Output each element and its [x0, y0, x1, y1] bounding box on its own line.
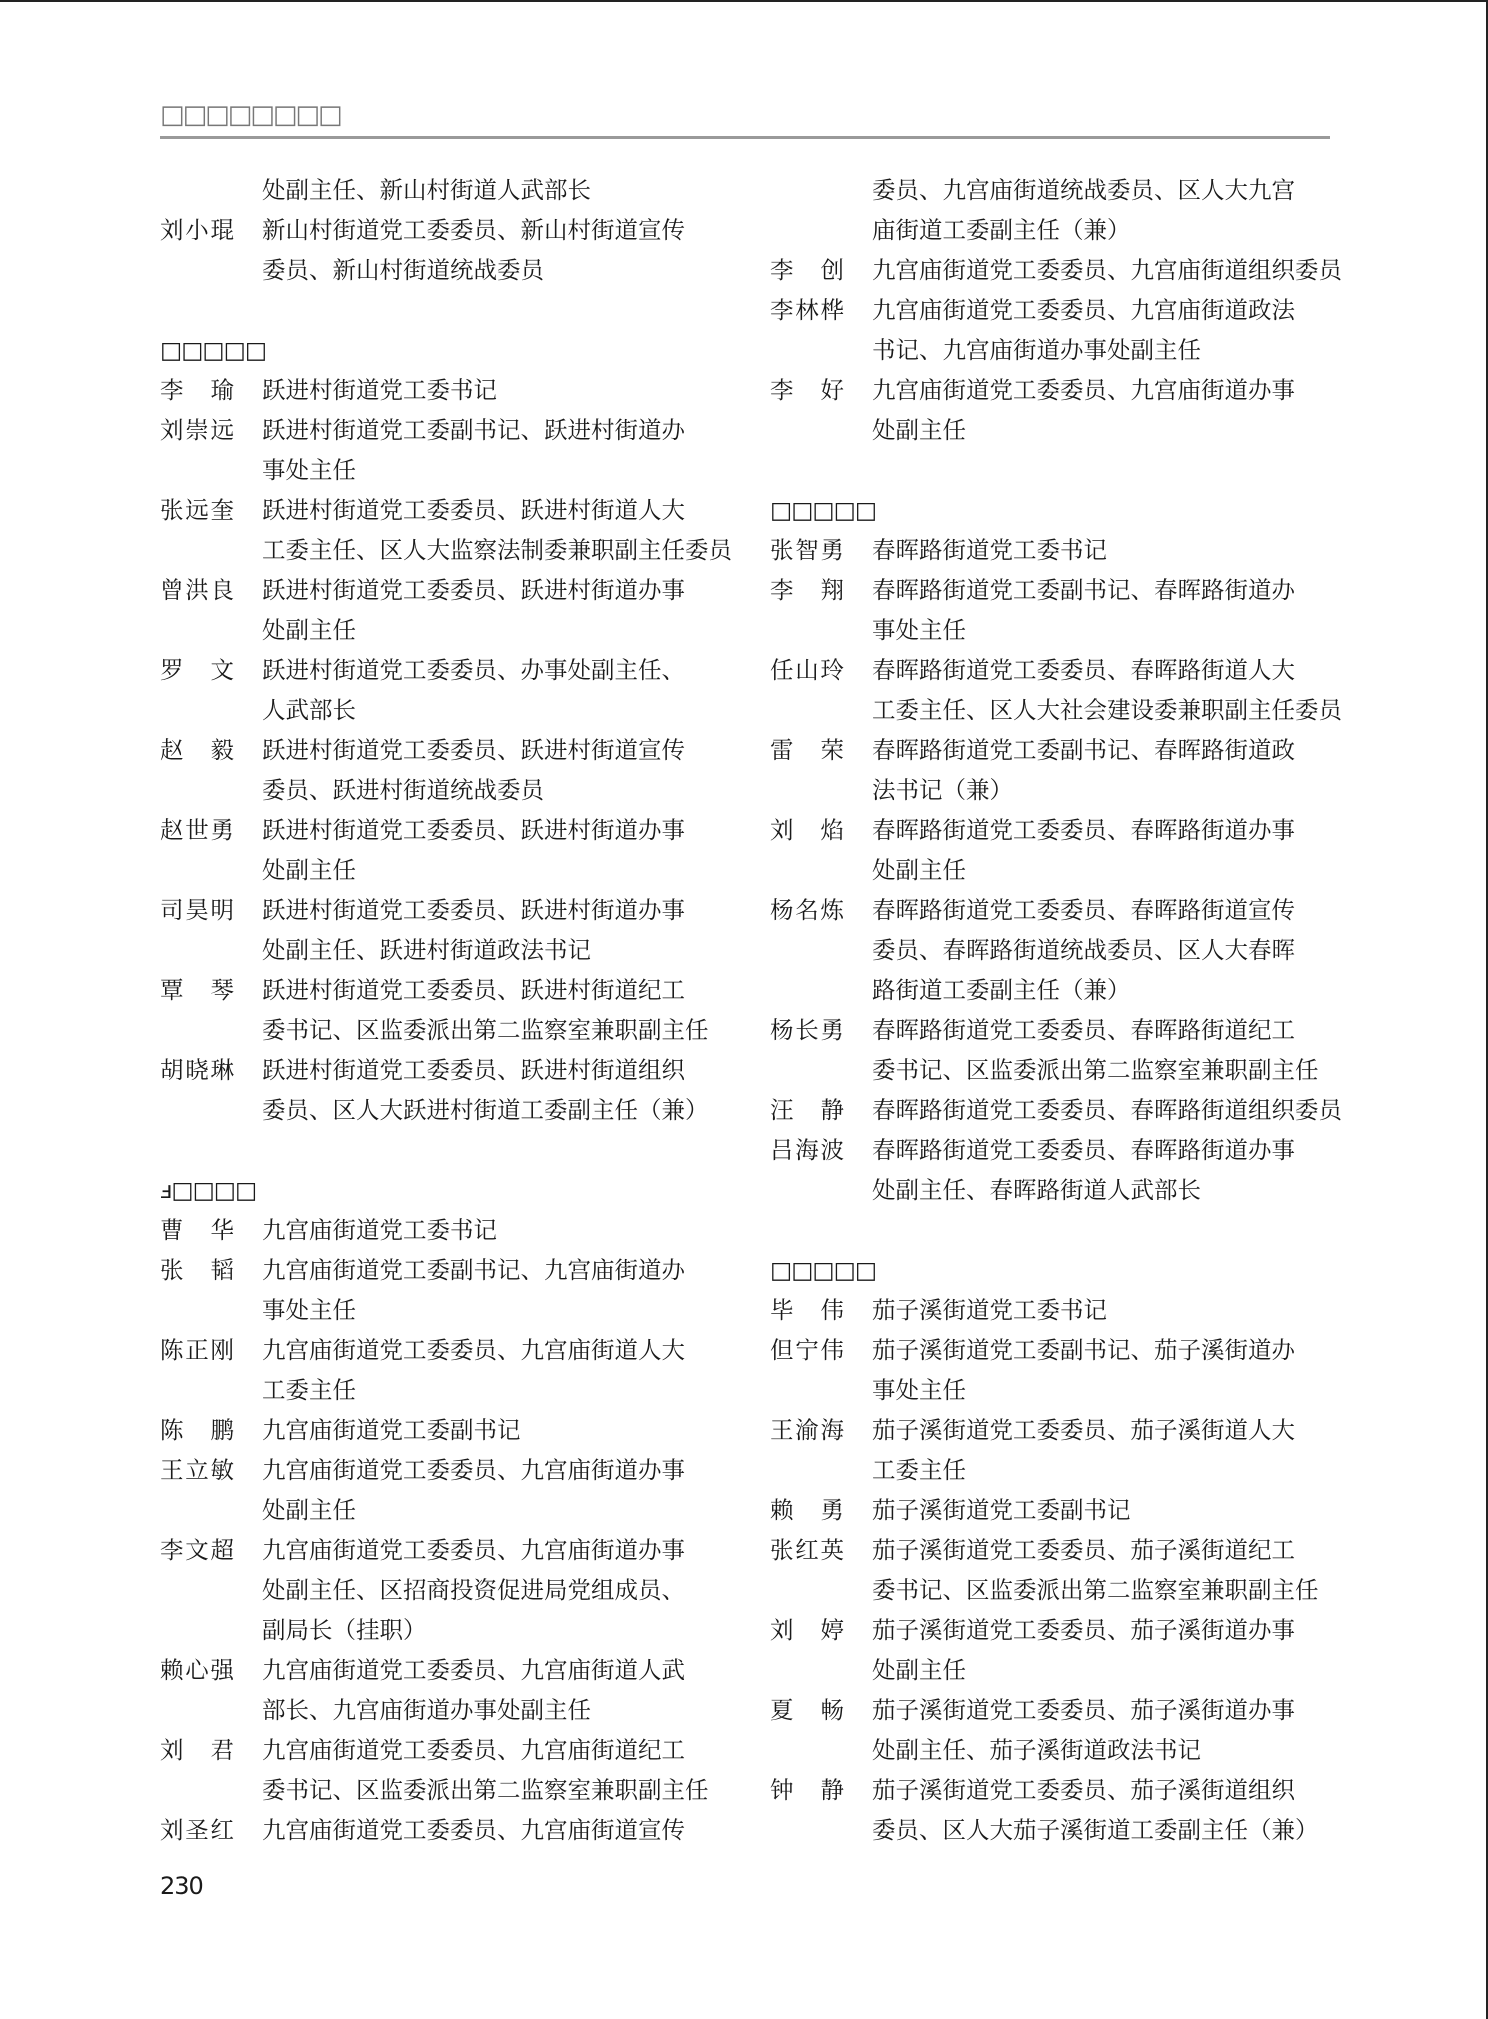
position-text: 九宫庙街道党工委委员、九宫庙街道办事	[872, 376, 1295, 404]
position-text: 跃进村街道党工委委员、跃进村街道办事	[262, 896, 685, 924]
name-spacer	[770, 610, 844, 650]
name-spacer	[770, 1370, 844, 1410]
name-spacer	[770, 1170, 844, 1210]
position-text: 事处主任	[872, 1376, 966, 1404]
person-name: 李好	[770, 376, 844, 404]
entry-line	[770, 930, 1340, 970]
person-entry	[160, 210, 730, 290]
position-text: 春晖路街道党工委委员、春晖路街道人大	[872, 656, 1295, 684]
person-entry	[160, 730, 730, 810]
person-name: 陈鹏	[160, 1416, 234, 1444]
position-text: 处副主任	[872, 856, 966, 884]
position-text: 跃进村街道党工委委员、跃进村街道宣传	[262, 736, 685, 764]
position-text: 处副主任	[262, 1496, 356, 1524]
person-entry	[770, 1090, 1340, 1130]
entry-line	[770, 890, 1340, 930]
entry-line	[770, 410, 1340, 450]
position-text: 新山村街道党工委委员、新山村街道宣传	[262, 216, 685, 244]
entry-line	[160, 850, 730, 890]
person-name: 张智勇	[770, 536, 844, 564]
position-text: 茄子溪街道党工委委员、茄子溪街道组织	[872, 1776, 1295, 1804]
left-column	[160, 170, 730, 1850]
entry-line	[770, 1730, 1340, 1770]
entry-line	[770, 290, 1340, 330]
entry-line	[770, 1170, 1340, 1210]
person-name: 赖心强	[160, 1656, 234, 1684]
person-entry	[160, 1530, 730, 1650]
header-rule	[160, 136, 1330, 139]
entry-line	[160, 370, 730, 410]
entry-line	[160, 610, 730, 650]
name-spacer	[770, 1810, 844, 1850]
person-name: 刘焰	[770, 816, 844, 844]
position-text: 茄子溪街道党工委委员、茄子溪街道纪工	[872, 1536, 1295, 1564]
position-text: 事处主任	[262, 456, 356, 484]
position-text: 工委主任	[872, 1456, 966, 1484]
name-spacer	[770, 850, 844, 890]
person-entry	[160, 490, 730, 570]
entry-line	[160, 1770, 730, 1810]
person-entry	[770, 250, 1340, 290]
entry-line	[770, 330, 1340, 370]
continued-entry	[770, 170, 1340, 250]
person-name: 吕海波	[770, 1136, 844, 1164]
name-spacer	[160, 850, 234, 890]
entry-line	[770, 690, 1340, 730]
person-name: 王立敏	[160, 1456, 234, 1484]
position-text: 九宫庙街道党工委委员、九宫庙街道人武	[262, 1656, 685, 1684]
person-entry	[770, 890, 1340, 1010]
person-entry	[160, 1250, 730, 1330]
name-spacer	[770, 1570, 844, 1610]
name-spacer	[770, 770, 844, 810]
entry-line	[770, 1530, 1340, 1570]
position-text: 春晖路街道党工委委员、春晖路街道宣传	[872, 896, 1295, 924]
section-heading: ⅎ□□□□	[160, 1176, 257, 1204]
person-name: 张红英	[770, 1536, 844, 1564]
section-heading: □□□□□	[770, 1256, 877, 1284]
position-text: 部长、九宫庙街道办事处副主任	[262, 1696, 591, 1724]
entry-line	[770, 1770, 1340, 1810]
person-entry	[770, 1530, 1340, 1610]
entry-line	[160, 1330, 730, 1370]
name-spacer	[160, 1010, 234, 1050]
person-name: 曹华	[160, 1216, 234, 1244]
position-text: 副局长（挂职）	[262, 1616, 427, 1644]
position-text: 春晖路街道党工委副书记、春晖路街道办	[872, 576, 1295, 604]
person-name: 张韬	[160, 1256, 234, 1284]
name-spacer	[770, 690, 844, 730]
entry-line	[770, 1370, 1340, 1410]
position-text: 书记、九宫庙街道办事处副主任	[872, 336, 1201, 364]
person-name: 赵世勇	[160, 816, 234, 844]
entry-line	[770, 1090, 1340, 1130]
name-spacer	[160, 450, 234, 490]
position-text: 委员、跃进村街道统战委员	[262, 776, 544, 804]
entry-line	[160, 1530, 730, 1570]
person-entry	[160, 370, 730, 410]
name-spacer	[160, 170, 234, 210]
position-text: 茄子溪街道党工委委员、茄子溪街道办事	[872, 1696, 1295, 1724]
entry-line	[770, 1290, 1340, 1330]
name-spacer	[160, 930, 234, 970]
position-text: 处副主任、跃进村街道政法书记	[262, 936, 591, 964]
person-name: 刘圣红	[160, 1816, 234, 1844]
person-entry	[770, 370, 1340, 450]
person-name: 毕伟	[770, 1296, 844, 1324]
person-name: 杨长勇	[770, 1016, 844, 1044]
person-entry	[770, 1610, 1340, 1690]
running-header: □□□□□□□□	[160, 100, 341, 130]
name-spacer	[160, 1370, 234, 1410]
name-spacer	[160, 690, 234, 730]
position-text: 事处主任	[872, 616, 966, 644]
entry-line	[160, 1610, 730, 1650]
position-text: 委书记、区监委派出第二监察室兼职副主任	[872, 1576, 1319, 1604]
person-name: 夏畅	[770, 1696, 844, 1724]
person-entry	[770, 1330, 1340, 1410]
entry-line	[160, 170, 730, 210]
position-text: 茄子溪街道党工委委员、茄子溪街道人大	[872, 1416, 1295, 1444]
person-entry	[160, 1210, 730, 1250]
position-text: 九宫庙街道党工委书记	[262, 1216, 497, 1244]
position-text: 处副主任	[262, 616, 356, 644]
name-spacer	[770, 330, 844, 370]
person-entry	[160, 1810, 730, 1850]
entry-line	[160, 1410, 730, 1450]
person-name: 张远奎	[160, 496, 234, 524]
section-heading: □□□□□	[160, 336, 267, 364]
position-text: 九宫庙街道党工委副书记	[262, 1416, 521, 1444]
person-name: 胡晓琳	[160, 1056, 234, 1084]
entry-line	[160, 250, 730, 290]
position-text: 委员、区人大茄子溪街道工委副主任（兼）	[872, 1816, 1319, 1844]
entry-line	[160, 1570, 730, 1610]
person-entry	[160, 810, 730, 890]
position-text: 处副主任	[872, 416, 966, 444]
entry-line	[770, 1050, 1340, 1090]
name-spacer	[770, 1050, 844, 1090]
name-spacer	[770, 1650, 844, 1690]
person-name: 汪静	[770, 1096, 844, 1124]
entry-line	[770, 730, 1340, 770]
person-entry	[770, 1490, 1340, 1530]
person-entry	[770, 1130, 1340, 1210]
person-name: 陈正刚	[160, 1336, 234, 1364]
entry-line	[160, 1010, 730, 1050]
section-heading: □□□□□	[770, 496, 877, 524]
position-text: 九宫庙街道党工委委员、九宫庙街道办事	[262, 1456, 685, 1484]
entry-line	[770, 1610, 1340, 1650]
person-name: 覃琴	[160, 976, 234, 1004]
entry-line	[160, 1690, 730, 1730]
position-text: 九宫庙街道党工委副书记、九宫庙街道办	[262, 1256, 685, 1284]
entry-line	[160, 930, 730, 970]
person-name: 司昊明	[160, 896, 234, 924]
position-text: 九宫庙街道党工委委员、九宫庙街道组织委员	[872, 256, 1342, 284]
person-name: 赖勇	[770, 1496, 844, 1524]
right-column	[770, 170, 1340, 1850]
position-text: 跃进村街道党工委委员、跃进村街道纪工	[262, 976, 685, 1004]
position-text: 九宫庙街道党工委委员、九宫庙街道纪工	[262, 1736, 685, 1764]
position-text: 事处主任	[262, 1296, 356, 1324]
blank-row	[160, 1130, 730, 1170]
entry-line	[770, 170, 1340, 210]
entry-line	[160, 770, 730, 810]
entry-line	[770, 610, 1340, 650]
entry-line	[160, 1730, 730, 1770]
position-text: 春晖路街道党工委书记	[872, 536, 1107, 564]
person-entry	[160, 410, 730, 490]
position-text: 跃进村街道党工委委员、跃进村街道组织	[262, 1056, 685, 1084]
person-name: 赵毅	[160, 736, 234, 764]
position-text: 处副主任	[262, 856, 356, 884]
position-text: 跃进村街道党工委委员、跃进村街道人大	[262, 496, 685, 524]
person-entry	[770, 1690, 1340, 1770]
position-text: 委员、春晖路街道统战委员、区人大春晖	[872, 936, 1295, 964]
name-spacer	[160, 530, 234, 570]
position-text: 委员、新山村街道统战委员	[262, 256, 544, 284]
continued-entry	[160, 170, 730, 210]
person-entry	[770, 810, 1340, 890]
page-number: 230	[160, 1872, 203, 1900]
person-entry	[160, 1450, 730, 1530]
entry-line	[770, 1450, 1340, 1490]
position-text: 法书记（兼）	[872, 776, 1013, 804]
position-text: 春晖路街道党工委副书记、春晖路街道政	[872, 736, 1295, 764]
person-entry	[770, 1290, 1340, 1330]
person-entry	[770, 1770, 1340, 1850]
page-border-top	[0, 0, 1488, 2]
position-text: 处副主任、茄子溪街道政法书记	[872, 1736, 1201, 1764]
entry-line	[770, 650, 1340, 690]
entry-line	[770, 1650, 1340, 1690]
position-text: 茄子溪街道党工委委员、茄子溪街道办事	[872, 1616, 1295, 1644]
position-text: 春晖路街道党工委委员、春晖路街道办事	[872, 1136, 1295, 1164]
person-entry	[770, 290, 1340, 370]
entry-line	[160, 1290, 730, 1330]
entry-line	[160, 1370, 730, 1410]
name-spacer	[160, 1690, 234, 1730]
person-name: 刘崇远	[160, 416, 234, 444]
entry-line	[160, 1650, 730, 1690]
entry-line	[770, 570, 1340, 610]
position-text: 处副主任、春晖路街道人武部长	[872, 1176, 1201, 1204]
position-text: 委书记、区监委派出第二监察室兼职副主任	[262, 1776, 709, 1804]
person-name: 钟静	[770, 1776, 844, 1804]
entry-line	[160, 730, 730, 770]
person-entry	[160, 1650, 730, 1730]
entry-line	[770, 1410, 1340, 1450]
position-text: 委员、区人大跃进村街道工委副主任（兼）	[262, 1096, 709, 1124]
entry-line	[160, 1250, 730, 1290]
name-spacer	[770, 170, 844, 210]
name-spacer	[160, 610, 234, 650]
entry-line	[160, 1090, 730, 1130]
person-entry	[770, 1410, 1340, 1490]
person-name: 罗文	[160, 656, 234, 684]
entry-line	[160, 1490, 730, 1530]
person-name: 刘婷	[770, 1616, 844, 1644]
position-text: 处副主任、区招商投资促进局党组成员、	[262, 1576, 685, 1604]
person-entry	[160, 1330, 730, 1410]
entry-line	[160, 810, 730, 850]
position-text: 九宫庙街道党工委委员、九宫庙街道宣传	[262, 1816, 685, 1844]
person-entry	[770, 570, 1340, 650]
person-name: 王渝海	[770, 1416, 844, 1444]
position-text: 委书记、区监委派出第二监察室兼职副主任	[262, 1016, 709, 1044]
name-spacer	[160, 1570, 234, 1610]
blank-row	[770, 1210, 1340, 1250]
position-text: 工委主任、区人大监察法制委兼职副主任委员	[262, 536, 732, 564]
person-entry	[770, 650, 1340, 730]
entry-line	[770, 1330, 1340, 1370]
name-spacer	[770, 410, 844, 450]
entry-line	[160, 450, 730, 490]
position-text: 跃进村街道党工委委员、跃进村街道办事	[262, 576, 685, 604]
entry-line	[160, 410, 730, 450]
position-text: 处副主任、新山村街道人武部长	[262, 176, 591, 204]
entry-line	[770, 970, 1340, 1010]
person-name: 雷荣	[770, 736, 844, 764]
person-entry	[160, 970, 730, 1050]
person-entry	[160, 570, 730, 650]
position-text: 委书记、区监委派出第二监察室兼职副主任	[872, 1056, 1319, 1084]
entry-line	[160, 970, 730, 1010]
entry-line	[160, 690, 730, 730]
name-spacer	[770, 1730, 844, 1770]
entry-line	[770, 1810, 1340, 1850]
position-text: 工委主任	[262, 1376, 356, 1404]
entry-line	[770, 370, 1340, 410]
person-name: 李文超	[160, 1536, 234, 1564]
entry-line	[770, 810, 1340, 850]
person-name: 但宁伟	[770, 1336, 844, 1364]
position-text: 九宫庙街道党工委委员、九宫庙街道人大	[262, 1336, 685, 1364]
name-spacer	[160, 1090, 234, 1130]
name-spacer	[770, 1450, 844, 1490]
position-text: 跃进村街道党工委委员、跃进村街道办事	[262, 816, 685, 844]
position-text: 路街道工委副主任（兼）	[872, 976, 1131, 1004]
position-text: 庙街道工委副主任（兼）	[872, 216, 1131, 244]
name-spacer	[160, 250, 234, 290]
position-text: 茄子溪街道党工委副书记	[872, 1496, 1131, 1524]
person-entry	[770, 1010, 1340, 1090]
person-name: 任山玲	[770, 656, 844, 684]
entry-line	[770, 1570, 1340, 1610]
entry-line	[770, 1690, 1340, 1730]
entry-line	[770, 250, 1340, 290]
position-text: 茄子溪街道党工委书记	[872, 1296, 1107, 1324]
entry-line	[160, 890, 730, 930]
entry-line	[160, 1450, 730, 1490]
entry-line	[770, 530, 1340, 570]
entry-line	[770, 1130, 1340, 1170]
entry-line	[770, 210, 1340, 250]
person-name: 李瑜	[160, 376, 234, 404]
person-entry	[160, 1730, 730, 1810]
entry-line	[770, 770, 1340, 810]
person-name: 杨名炼	[770, 896, 844, 924]
person-name: 李翔	[770, 576, 844, 604]
position-text: 春晖路街道党工委委员、春晖路街道纪工	[872, 1016, 1295, 1044]
person-entry	[160, 1050, 730, 1130]
name-spacer	[770, 210, 844, 250]
person-entry	[160, 650, 730, 730]
name-spacer	[160, 1490, 234, 1530]
name-spacer	[770, 970, 844, 1010]
position-text: 跃进村街道党工委委员、办事处副主任、	[262, 656, 685, 684]
entry-line	[770, 1010, 1340, 1050]
name-spacer	[770, 930, 844, 970]
entry-line	[770, 1490, 1340, 1530]
blank-row	[770, 450, 1340, 490]
entry-line	[160, 1050, 730, 1090]
person-entry	[160, 1410, 730, 1450]
position-text: 春晖路街道党工委委员、春晖路街道办事	[872, 816, 1295, 844]
position-text: 跃进村街道党工委书记	[262, 376, 497, 404]
name-spacer	[160, 1610, 234, 1650]
entry-line	[160, 490, 730, 530]
person-entry	[160, 890, 730, 970]
entry-line	[160, 210, 730, 250]
name-spacer	[160, 1290, 234, 1330]
position-text: 工委主任、区人大社会建设委兼职副主任委员	[872, 696, 1342, 724]
position-text: 委员、九宫庙街道统战委员、区人大九宫	[872, 176, 1295, 204]
name-spacer	[160, 1770, 234, 1810]
position-text: 春晖路街道党工委委员、春晖路街道组织委员	[872, 1096, 1342, 1124]
person-entry	[770, 530, 1340, 570]
position-text: 九宫庙街道党工委委员、九宫庙街道办事	[262, 1536, 685, 1564]
person-name: 李林桦	[770, 296, 844, 324]
person-name: 刘君	[160, 1736, 234, 1764]
position-text: 跃进村街道党工委副书记、跃进村街道办	[262, 416, 685, 444]
position-text: 处副主任	[872, 1656, 966, 1684]
name-spacer	[160, 770, 234, 810]
entry-line	[160, 570, 730, 610]
person-name: 刘小琨	[160, 216, 234, 244]
entry-line	[160, 1810, 730, 1850]
entry-line	[770, 850, 1340, 890]
person-name: 李创	[770, 256, 844, 284]
position-text: 茄子溪街道党工委副书记、茄子溪街道办	[872, 1336, 1295, 1364]
entry-line	[160, 650, 730, 690]
entry-line	[160, 1210, 730, 1250]
person-name: 曾洪良	[160, 576, 234, 604]
position-text: 九宫庙街道党工委委员、九宫庙街道政法	[872, 296, 1295, 324]
person-entry	[770, 730, 1340, 810]
position-text: 人武部长	[262, 696, 356, 724]
blank-row	[160, 290, 730, 330]
entry-line	[160, 530, 730, 570]
